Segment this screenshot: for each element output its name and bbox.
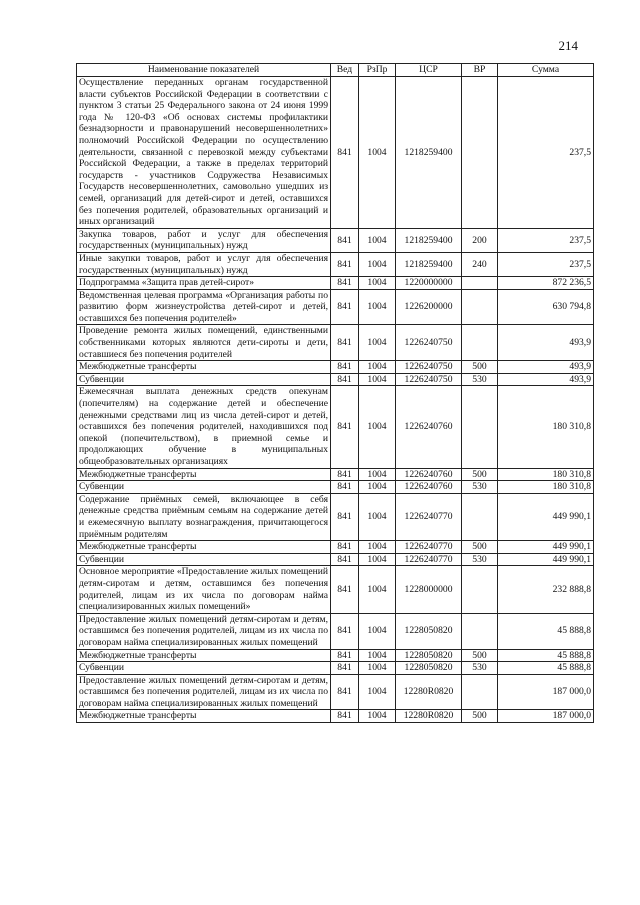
cell-name: Межбюджетные трансферты [77,361,331,374]
cell-csr: 1228000000 [396,566,462,613]
cell-name: Межбюджетные трансферты [77,468,331,481]
cell-csr: 1228050820 [396,613,462,649]
cell-rzpr: 1004 [359,674,396,710]
cell-rzpr: 1004 [359,386,396,468]
cell-sum: 232 888,8 [498,566,594,613]
table-row [77,710,594,723]
table-row [77,77,594,229]
cell-csr: 1226240770 [396,553,462,566]
cell-sum: 45 888,8 [498,613,594,649]
table-row [77,481,594,494]
cell-csr: 1226240750 [396,325,462,361]
cell-sum: 872 236,5 [498,277,594,290]
cell-sum: 237,5 [498,77,594,229]
cell-vr [462,325,498,361]
cell-sum: 187 000,0 [498,674,594,710]
cell-rzpr: 1004 [359,361,396,374]
cell-vr [462,613,498,649]
cell-sum: 180 310,8 [498,468,594,481]
cell-ved: 841 [331,325,359,361]
header-row [77,64,594,77]
cell-name: Субвенции [77,481,331,494]
cell-sum: 180 310,8 [498,481,594,494]
cell-name: Закупка товаров, работ и услуг для обеспечения государственных (муниципальных) нужд [77,228,331,252]
table-row [77,277,594,290]
cell-csr: 1220000000 [396,277,462,290]
cell-ved: 841 [331,386,359,468]
cell-ved: 841 [331,373,359,386]
cell-rzpr: 1004 [359,553,396,566]
cell-ved: 841 [331,468,359,481]
cell-sum: 493,9 [498,325,594,361]
cell-vr [462,566,498,613]
table-row [77,252,594,276]
cell-ved: 841 [331,710,359,723]
cell-vr: 500 [462,541,498,554]
cell-vr: 530 [462,481,498,494]
cell-vr: 500 [462,361,498,374]
cell-csr: 1226240770 [396,493,462,540]
cell-name: Межбюджетные трансферты [77,541,331,554]
cell-csr: 1226240760 [396,468,462,481]
cell-name: Содержание приёмных семей, включающее в себя денежные средства приёмным семьям на содержание детей и ежемесячную выплату вознаграждения, причитающегося приёмным родителям [77,493,331,540]
cell-ved: 841 [331,649,359,662]
cell-ved: 841 [331,674,359,710]
cell-name: Ведомственная целевая программа «Организация работы по развитию форм жизнеустройства детей-сирот и детей, оставшихся без попечения родителей» [77,289,331,325]
cell-rzpr: 1004 [359,662,396,675]
cell-rzpr: 1004 [359,566,396,613]
cell-csr: 1226240770 [396,541,462,554]
table-row [77,228,594,252]
cell-vr: 500 [462,468,498,481]
cell-rzpr: 1004 [359,252,396,276]
cell-sum: 187 000,0 [498,710,594,723]
cell-csr: 1226240750 [396,373,462,386]
cell-vr: 500 [462,649,498,662]
table-header [77,64,594,77]
cell-csr: 1228050820 [396,662,462,675]
cell-name: Субвенции [77,662,331,675]
cell-sum: 449 990,1 [498,541,594,554]
cell-name: Иные закупки товаров, работ и услуг для обеспечения государственных (муниципальных) нужд [77,252,331,276]
cell-vr: 530 [462,662,498,675]
table-row [77,373,594,386]
table-body [77,77,594,723]
cell-ved: 841 [331,662,359,675]
cell-name: Субвенции [77,373,331,386]
cell-vr [462,277,498,290]
cell-ved: 841 [331,289,359,325]
cell-csr: 1226200000 [396,289,462,325]
cell-ved: 841 [331,553,359,566]
table-row [77,289,594,325]
cell-sum: 493,9 [498,361,594,374]
cell-sum: 493,9 [498,373,594,386]
cell-sum: 180 310,8 [498,386,594,468]
cell-rzpr: 1004 [359,325,396,361]
table-row [77,553,594,566]
budget-table [76,63,594,723]
cell-name: Субвенции [77,553,331,566]
cell-vr: 240 [462,252,498,276]
cell-vr [462,386,498,468]
table-row [77,541,594,554]
table-row [77,468,594,481]
cell-ved: 841 [331,481,359,494]
cell-name: Предоставление жилых помещений детям-сиротам и детям, оставшимся без попечения родителей, лицам из их числа по договорам найма специализированных жилых помещений [77,674,331,710]
cell-rzpr: 1004 [359,710,396,723]
cell-name: Осуществление переданных органам государственной власти субъектов Российской Федерации в соответствии с пунктом 3 статьи 25 Федерального закона от 24 июня 1999 года № 120-ФЗ «Об основах системы профилактики безнадзорности и правонарушений несовершеннолетних» полномочий Российской Федерации по осуществлению деятельности, связанной с перевозкой между субъектами Российской Федерации, а также в пределах территорий государств - участников Содружества Независимых Государств несовершеннолетних, самовольно ушедших из семей, организаций для детей-сирот и детей, оставшихся без попечения родителей, образовательных организаций и иных организаций [77,77,331,229]
column-header-rzpr: РзПр [359,64,396,77]
cell-ved: 841 [331,566,359,613]
cell-csr: 1218259400 [396,228,462,252]
cell-vr: 500 [462,710,498,723]
cell-rzpr: 1004 [359,277,396,290]
table-row [77,613,594,649]
cell-rzpr: 1004 [359,468,396,481]
cell-vr [462,77,498,229]
column-header-ved: Вед [331,64,359,77]
cell-rzpr: 1004 [359,373,396,386]
cell-vr: 530 [462,373,498,386]
cell-csr: 12280R0820 [396,674,462,710]
cell-name: Основное мероприятие «Предоставление жилых помещений детям-сиротам и детям, оставшимся без попечения родителей, лицам из их числа по договорам найма специализированных жилых помещений» [77,566,331,613]
cell-name: Межбюджетные трансферты [77,649,331,662]
cell-rzpr: 1004 [359,228,396,252]
table-row [77,566,594,613]
cell-csr: 1226240760 [396,386,462,468]
cell-ved: 841 [331,613,359,649]
cell-sum: 237,5 [498,252,594,276]
cell-rzpr: 1004 [359,649,396,662]
table-row [77,386,594,468]
page-number: 214 [558,38,578,53]
cell-name: Ежемесячная выплата денежных средств опекунам (попечителям) на содержание детей и обеспечение денежными средствами лиц из числа детей-сирот и детей, оставшихся без попечения родителей, находившихся под опекой (попечительством), в приемной семье и продолжающих обучение в муниципальных общеобразовательных организациях [77,386,331,468]
cell-ved: 841 [331,228,359,252]
cell-rzpr: 1004 [359,613,396,649]
table-row [77,649,594,662]
cell-ved: 841 [331,493,359,540]
cell-name: Межбюджетные трансферты [77,710,331,723]
cell-sum: 449 990,1 [498,553,594,566]
cell-rzpr: 1004 [359,493,396,540]
cell-name: Предоставление жилых помещений детям-сиротам и детям, оставшимся без попечения родителей, лицам из их числа по договорам найма специализированных жилых помещений [77,613,331,649]
cell-csr: 1218259400 [396,77,462,229]
cell-sum: 45 888,8 [498,649,594,662]
cell-ved: 841 [331,252,359,276]
cell-vr: 530 [462,553,498,566]
cell-ved: 841 [331,77,359,229]
column-header-sum: Сумма [498,64,594,77]
column-header-csr: ЦСР [396,64,462,77]
column-header-name: Наименование показателей [77,64,331,77]
cell-name: Подпрограмма «Защита прав детей-сирот» [77,277,331,290]
cell-rzpr: 1004 [359,77,396,229]
table-row [77,493,594,540]
cell-name: Проведение ремонта жилых помещений, единственными собственниками которых являются дети-сироты и дети, оставшиеся без попечения родителей [77,325,331,361]
cell-ved: 841 [331,361,359,374]
cell-csr: 1226240750 [396,361,462,374]
cell-vr: 200 [462,228,498,252]
cell-sum: 449 990,1 [498,493,594,540]
table-row [77,662,594,675]
table-row [77,674,594,710]
table-row [77,325,594,361]
cell-csr: 1228050820 [396,649,462,662]
cell-vr [462,674,498,710]
cell-rzpr: 1004 [359,481,396,494]
table-row [77,361,594,374]
cell-ved: 841 [331,277,359,290]
cell-ved: 841 [331,541,359,554]
cell-csr: 1218259400 [396,252,462,276]
cell-vr [462,289,498,325]
cell-sum: 237,5 [498,228,594,252]
column-header-vr: ВР [462,64,498,77]
cell-sum: 45 888,8 [498,662,594,675]
cell-csr: 12280R0820 [396,710,462,723]
cell-sum: 630 794,8 [498,289,594,325]
cell-csr: 1226240760 [396,481,462,494]
cell-vr [462,493,498,540]
cell-rzpr: 1004 [359,541,396,554]
cell-rzpr: 1004 [359,289,396,325]
